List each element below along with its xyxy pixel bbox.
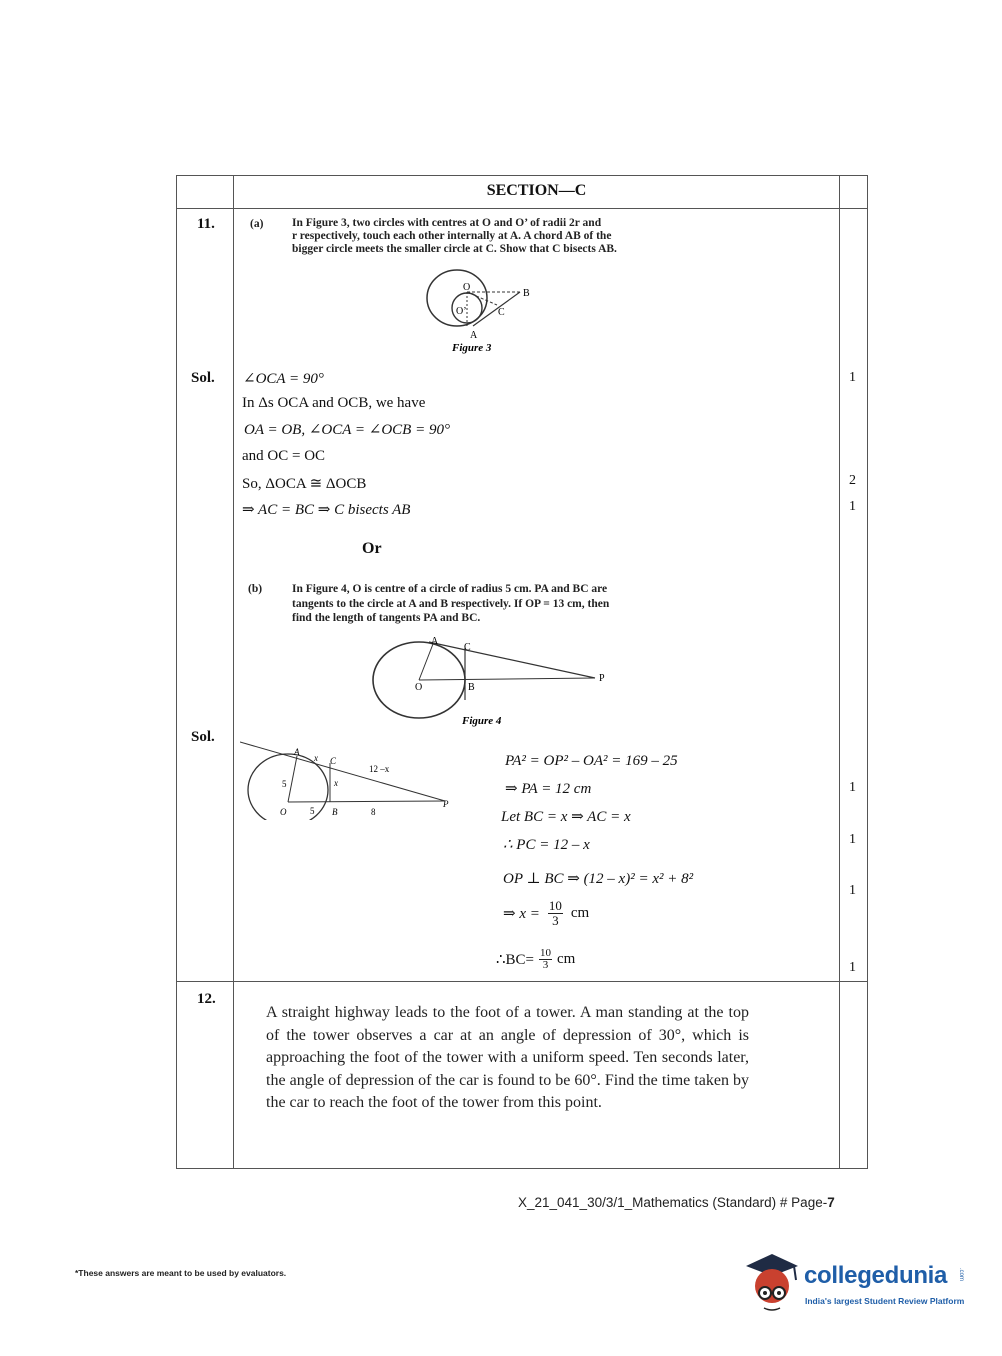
sol-a-line-3: OA = OB, ∠OCA = ∠OCB = 90° [244, 422, 450, 438]
page-ref-text: X_21_041_30/3/1_Mathematics (Standard) # Page- [518, 1195, 828, 1210]
label-x: x [314, 753, 318, 763]
page-number: 7 [827, 1195, 835, 1210]
sol-b-line-4: ∴ PC = 12 – x [503, 837, 590, 853]
unit: cm [557, 951, 576, 967]
mark: 1 [849, 370, 856, 385]
prefix: ⇒ x = [503, 906, 540, 922]
label-8: 8 [371, 807, 376, 817]
sol-b-line-5: OP ⊥ BC ⇒ (12 – x)² = x² + 8² [503, 871, 694, 887]
mark: 1 [849, 960, 856, 975]
prefix: ∴BC= [496, 952, 535, 968]
figure-3 [410, 268, 540, 358]
question-12-text: A straight highway leads to the foot of a tower. A man standing at the top of the tower observes a car at an angle of depression of 30°, which is approaching the foot of the tower with a uniform speed. Ten seconds later, the angle of depression of the car is found to be 60°. Find the time taken by the car to reach the foot of the tower from this point. [266, 1004, 749, 1111]
mark: 1 [849, 499, 856, 514]
solution-diagram [240, 740, 460, 820]
sol-a-line-4: and OC = OC [242, 448, 326, 464]
figure-4 [365, 632, 615, 732]
label-o-prime: O’ [456, 306, 467, 317]
sol-a-line-6: ⇒ AC = BC ⇒ C bisects AB [242, 502, 411, 518]
label-o: O [415, 682, 423, 693]
label-b: B [468, 682, 475, 693]
question-number-11: 11. [197, 216, 215, 232]
label-a: A [294, 747, 300, 757]
label-12-minus-x: 12 –x [369, 764, 390, 774]
part-a-label: (a) [250, 218, 264, 230]
collegedunia-logo [742, 1248, 972, 1320]
evaluator-note: *These answers are meant to be used by evaluators. [75, 1268, 287, 1278]
label-a: A [470, 330, 478, 341]
mark: 2 [849, 473, 856, 488]
label-x: x [334, 778, 338, 788]
label-o: O [463, 282, 471, 293]
part-b-line: In Figure 4, O is centre of a circle of radius 5 cm. PA and BC are [292, 583, 608, 595]
label-p: P [599, 673, 605, 684]
numerator: 10 [540, 947, 552, 959]
part-a-question [292, 217, 732, 256]
unit: cm [570, 905, 590, 921]
or-label: Or [362, 540, 382, 557]
brand-tagline: India's largest Student Review Platform [805, 1296, 965, 1306]
label-b: B [332, 807, 338, 817]
sol-b-line-2: ⇒ PA = 12 cm [505, 781, 592, 797]
figure-4-caption: Figure 4 [462, 715, 502, 727]
denominator: 3 [542, 959, 549, 971]
label-5: 5 [282, 779, 287, 789]
radius-oa [419, 644, 433, 680]
brand-tld: .com [958, 1268, 964, 1282]
part-a-line: r respectively, touch each other internally at A. A chord AB of the [292, 230, 612, 242]
part-a-line: In Figure 3, two circles with centres at O and O’ of radii 2r and [292, 217, 602, 229]
sol-a-line-1: ∠OCA = 90° [243, 371, 324, 387]
sol-b-line-3: Let BC = x ⇒ AC = x [501, 809, 631, 825]
fraction [539, 948, 552, 971]
figure-3-caption: Figure 3 [452, 342, 492, 354]
mark: 1 [849, 832, 856, 847]
chord-ab [473, 292, 520, 326]
sol-b-label: Sol. [191, 729, 215, 745]
tangent-pa [240, 742, 445, 801]
mark: 1 [849, 883, 856, 898]
question-number-12: 12. [197, 991, 216, 1007]
label-p: P [443, 799, 449, 809]
part-a-line: bigger circle meets the smaller circle at C. Show that C bisects AB. [292, 243, 617, 255]
sol-a-line-5: So, ΔOCA ≅ ΔOCB [242, 476, 367, 492]
label-o: O [280, 807, 287, 817]
numerator: 10 [548, 898, 562, 913]
part-b-line: tangents to the circle at A and B respectively. If OP = 13 cm, then [292, 597, 610, 610]
brand-name: collegedunia [804, 1262, 948, 1289]
section-title: SECTION—C [486, 182, 587, 199]
sol-a-line-2: In Δs OCA and OCB, we have [242, 395, 426, 411]
label-c: C [330, 756, 337, 766]
page-reference [518, 1195, 835, 1210]
sol-b-line-6 [503, 899, 589, 928]
sol-b-line-7 [496, 948, 575, 971]
label-a: A [431, 636, 439, 647]
fraction [548, 899, 563, 928]
part-b-line: find the length of tangents PA and BC. [292, 612, 481, 624]
denominator: 3 [552, 913, 559, 928]
part-b-question [292, 582, 752, 626]
sol-a-label: Sol. [191, 370, 215, 386]
mark: 1 [849, 780, 856, 795]
label-b: B [523, 288, 530, 299]
segment-ob [288, 801, 445, 802]
part-b-label: (b) [248, 583, 263, 595]
line-op [419, 678, 595, 680]
label-5: 5 [310, 806, 315, 816]
radius-oa [288, 756, 297, 802]
sol-b-line-1: PA² = OP² – OA² = 169 – 25 [505, 753, 678, 769]
label-c: C [464, 642, 471, 653]
label-c: C [498, 307, 505, 318]
mascot-icon [742, 1248, 802, 1318]
tangent-pa [429, 642, 595, 678]
